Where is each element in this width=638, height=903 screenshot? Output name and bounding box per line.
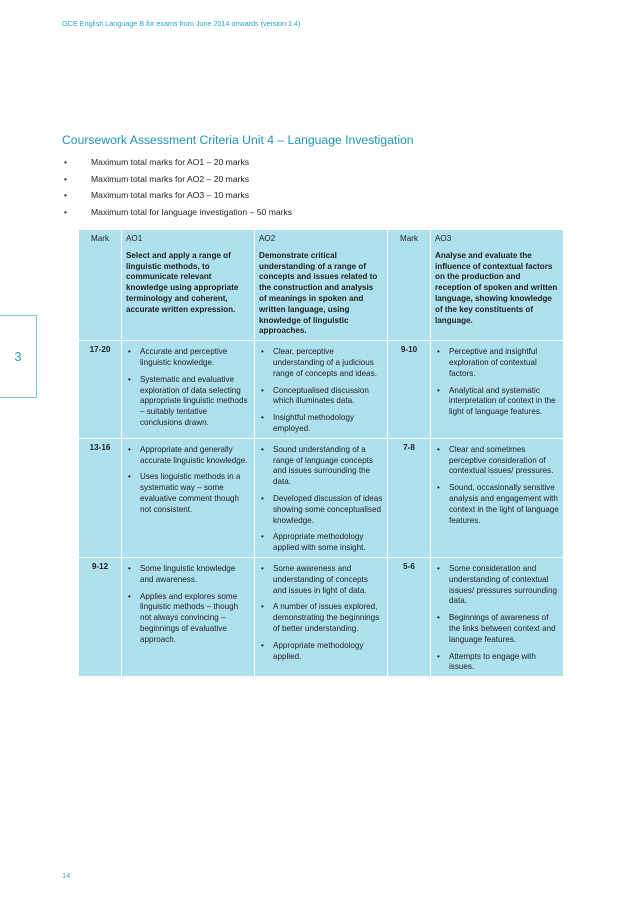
mark-band: 7-8: [388, 438, 431, 557]
bullet-icon: •: [261, 413, 264, 423]
bullet-icon: •: [261, 444, 264, 454]
bullet-icon: •: [128, 472, 131, 482]
bullet-icon: •: [64, 157, 68, 167]
section-tab-number: 3: [14, 349, 22, 364]
bullet-icon: •: [64, 190, 68, 200]
running-header: GCE English Language B for exams from June 2014 onwards (version 1.4): [62, 19, 301, 28]
bullet-icon: •: [437, 483, 440, 493]
bullet-icon: •: [261, 385, 264, 395]
ao3-column-header: [431, 230, 564, 341]
ao1-cell: [122, 341, 255, 439]
ao3-label: AO3: [435, 234, 452, 243]
bullet-icon: •: [437, 651, 440, 661]
ao2-cell: [255, 438, 388, 557]
table-row: [79, 557, 564, 676]
bullet-icon: •: [261, 602, 264, 612]
criterion-item: • Sound understanding of a range of language concepts and issues surrounding the data.: [261, 444, 373, 487]
bullet-icon: •: [64, 173, 68, 184]
bullet-icon: •: [437, 613, 440, 623]
ao1-cell: [122, 557, 255, 676]
criterion-item: • Appropriate methodology applied with some insight.: [261, 532, 366, 553]
ao2-cell: [255, 557, 388, 676]
ao3-cell: [431, 438, 564, 557]
mark-band: 13-16: [79, 438, 122, 557]
bullet-icon: •: [128, 374, 131, 384]
ao2-column-header: [255, 230, 388, 341]
ao1-label: AO1: [126, 234, 143, 243]
ao2-cell: [255, 341, 388, 439]
criterion-item: • Perceptive and insightful exploration of contextual factors.: [437, 347, 538, 378]
page-number: 14: [62, 871, 71, 880]
marks-summary-item: • Maximum total for language investigation – 50 marks: [62, 204, 292, 221]
table-header-row: [79, 230, 564, 341]
criterion-item: • Applies and explores some linguistic methods – though not always convincing – beginnings of evaluative approach.: [128, 591, 239, 644]
bullet-icon: •: [437, 385, 440, 395]
bullet-icon: •: [261, 640, 264, 650]
criterion-item: • Uses linguistic methods in a systematic way – some evaluative comment though not consistent.: [128, 472, 241, 514]
marks-summary-item: • Maximum total marks for AO2 – 20 marks: [62, 171, 292, 188]
criterion-item: • Analytical and systematic interpretation of context in the light of language features.: [437, 385, 556, 417]
bullet-icon: •: [437, 563, 440, 573]
ao3-cell: [431, 557, 564, 676]
criterion-item: • Attempts to engage with issues.: [437, 651, 536, 672]
section-title: Coursework Assessment Criteria Unit 4 – Language Investigation: [62, 133, 414, 147]
criterion-item: • Insightful methodology employed.: [261, 413, 354, 433]
criterion-item: • Conceptualised discussion which illuminates data.: [261, 385, 369, 406]
criterion-item: • Appropriate and generally accurate linguistic knowledge.: [128, 444, 248, 465]
table-row: [79, 341, 564, 439]
criterion-item: • Some awareness and understanding of concepts and issues in light of data.: [261, 563, 368, 595]
mark-band: 9-10: [388, 341, 431, 439]
mark2-column-header: Mark: [388, 230, 431, 341]
bullet-icon: •: [261, 493, 264, 503]
criterion-item: • Some linguistic knowledge and awareness.: [128, 563, 236, 584]
bullet-icon: •: [64, 206, 68, 217]
criterion-item: • Sound, occasionally sensitive analysis and engagement with context in the light of language features.: [437, 483, 559, 525]
marks-summary-list: [62, 154, 292, 220]
ao2-description: Demonstrate critical understanding of a range of concepts and issues related to the construction and analysis of meanings in spoken and written language, using knowledge of linguistic approaches.: [259, 250, 378, 336]
mark-band: 9-12: [79, 557, 122, 676]
bullet-icon: •: [437, 347, 440, 357]
bullet-icon: •: [261, 532, 264, 542]
criterion-item: • Clear, perceptive understanding of a judicious range of concepts and ideas.: [261, 347, 377, 378]
criterion-item: • A number of issues explored, demonstrating the beginnings of better understanding.: [261, 602, 380, 633]
criterion-item: • Systematic and evaluative exploration of data selecting appropriate linguistic methods – suitably tentative conclusions drawn.: [128, 374, 248, 427]
section-tab: [0, 315, 37, 398]
criterion-item: • Accurate and perceptive linguistic knowledge.: [128, 347, 228, 367]
bullet-icon: •: [128, 444, 131, 454]
criterion-item: • Developed discussion of ideas showing some conceptualised knowledge.: [261, 493, 383, 525]
bullet-icon: •: [128, 563, 131, 573]
ao3-cell: [431, 341, 564, 439]
mark-column-header: Mark: [79, 230, 122, 341]
mark-band: 5-6: [388, 557, 431, 676]
assessment-criteria-table: [78, 229, 564, 677]
bullet-icon: •: [128, 347, 131, 357]
criterion-item: • Some consideration and understanding of contextual issues/ pressures surrounding data.: [437, 563, 557, 606]
criterion-item: • Clear and sometimes perceptive consideration of contextual issues/ pressures.: [437, 444, 554, 476]
marks-summary-item: • Maximum total marks for AO1 – 20 marks: [62, 154, 292, 171]
bullet-icon: •: [261, 563, 264, 573]
mark-band: 17-20: [79, 341, 122, 439]
ao1-cell: [122, 438, 255, 557]
table-row: [79, 438, 564, 557]
ao3-description: Analyse and evaluate the influence of contextual factors on the production and reception of spoken and written language, showing knowledge of the key constituents of language.: [435, 250, 558, 325]
ao2-label: AO2: [259, 234, 276, 243]
bullet-icon: •: [437, 444, 440, 454]
marks-summary-item: • Maximum total marks for AO3 – 10 marks: [62, 187, 292, 204]
bullet-icon: •: [128, 591, 131, 601]
criterion-item: • Beginnings of awareness of the links between context and language features.: [437, 613, 556, 644]
bullet-icon: •: [261, 347, 264, 357]
ao1-description: Select and apply a range of linguistic methods, to communicate relevant knowledge using appropriate terminology and coherent, accurate written expression.: [126, 250, 239, 314]
criterion-item: • Appropriate methodology applied.: [261, 640, 364, 661]
ao1-column-header: [122, 230, 255, 341]
